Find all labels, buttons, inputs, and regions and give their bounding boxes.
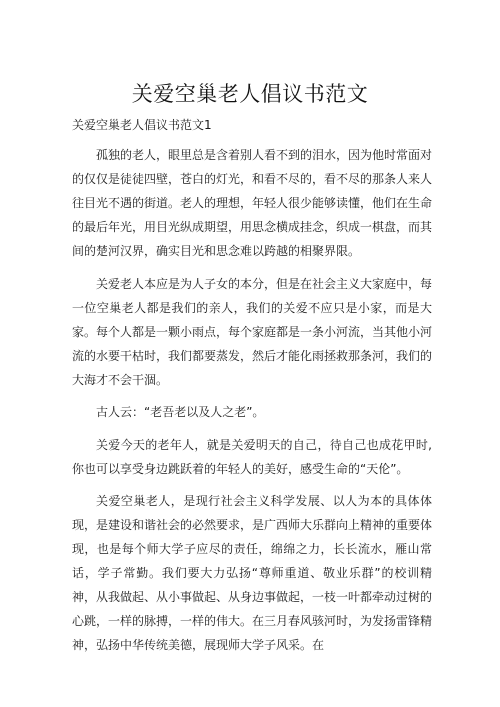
paragraph-1: 孤独的老人，眼里总是含着别人看不到的泪水，因为他时常面对的仅仅是徒徒四壁，苍白的灯光，和看不尽的，看不尽的那条人来人往目光不遇的街道。老人的理想，年轻人很少能够读懂，他们在生命的最后年光，用目光纵成期望，用思念横成挂念，织成一棋盘，而其间的楚河汉界，确实目光和思念难以跨越的相聚界限。: [72, 148, 433, 258]
paragraph-3: 古人云：“老吾老以及人之老”。: [96, 405, 265, 419]
document-body: [72, 143, 432, 666]
paragraph-2: 关爱老人本应是为人子女的本分，但是在社会主义大家庭中，每一位空巢老人都是我们的亲人，我们的关爱不应只是小家，而是大家。每个人都是一颗小雨点，每个家庭都是一条小河流，当其他小河流的水要干枯时，我们都要蒸发，然后才能化雨拯救那条河，我们的大海才不会干涸。: [72, 276, 433, 387]
paragraph-5: 关爱空巢老人，是现行社会主义科学发展、以人为本的具体体现，是建设和谐社会的必然要求，是广西师大乐群向上精神的重要体现，也是每个师大学子应尽的责任，绵绵之力，长长流水，雁山常话，学子常勤。我们要大力弘扬“尊师重道、敬业乐群”的校训精神，从我做起、从小事做起、从身边事做起，一枝一叶都牵动过树的心跳，一样的脉搏，一样的伟大。在三月春风骇河时，为发扬雷锋精神，弘扬中华传统美德，展现师大学子风采。在: [72, 494, 433, 652]
paragraph-4: 关爱今天的老年人，就是关爱明天的自己，待自己也成花甲时,你也可以享受身边跳跃着的年轻人的美好，感受生命的“天伦”。: [72, 437, 432, 476]
document-subtitle: 关爱空巢老人倡议书范文1: [72, 118, 212, 132]
document-title: 关爱空巢老人倡议书范文: [131, 82, 369, 106]
